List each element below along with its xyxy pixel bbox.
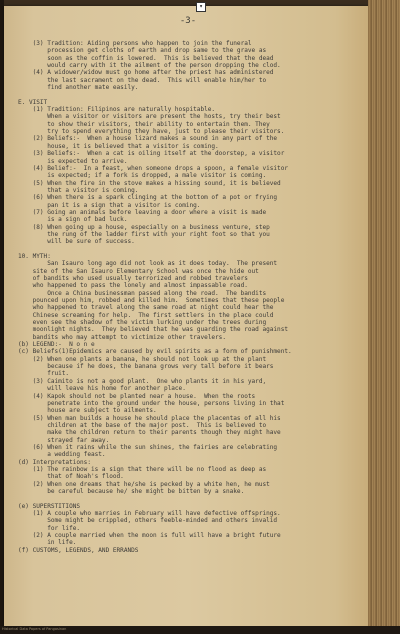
text-line bbox=[18, 91, 364, 98]
text-line: (4) A widower/widow must go home after the priest has administered bbox=[18, 69, 274, 77]
text-line: house are subject to ailments. bbox=[18, 407, 157, 415]
text-line: is expected to arrive. bbox=[18, 157, 128, 165]
text-line: fruit. bbox=[18, 370, 70, 378]
text-line: (3) Beliefs:- When a cat is oiling itself at the doorstep, a visitor bbox=[18, 150, 285, 158]
text-line: who happened to pass the lonely and almost impassable road. bbox=[18, 282, 248, 290]
text-line: San Isauro long ago did not look as it does today. The present bbox=[18, 260, 278, 268]
text-line: (2) Beliefs:- When a house lizard makes a sound in any part of the bbox=[18, 135, 278, 143]
text-line: site of the San Isauro Elementary School was once the hide out bbox=[18, 267, 259, 275]
text-line: that of Noah's flood. bbox=[18, 473, 124, 481]
text-line: make the children return to their parents though they might have bbox=[18, 429, 281, 437]
text-line: (2) When one dreams that he/she is pecked by a white hen, he must bbox=[18, 480, 270, 488]
text-line: even see the shadow of the victim lurking under the trees during bbox=[18, 319, 267, 327]
text-line: find another mate easily. bbox=[18, 84, 139, 92]
text-line: (1) A couple who marries in February will have defective offsprings. bbox=[18, 510, 281, 517]
text-line bbox=[18, 246, 364, 253]
text-line: will be sure of success. bbox=[18, 238, 135, 246]
text-line: is a sign of bad luck. bbox=[18, 216, 128, 224]
text-line: the rung of the ladder first with your right foot so that you bbox=[18, 230, 270, 238]
text-line: (f) CUSTOMS, LEGENDS, AND ERRANDS bbox=[18, 546, 139, 554]
text-line: the last sacrament on the dead. This will enable him/her to bbox=[18, 76, 267, 84]
text-line: that a visitor is coming. bbox=[18, 186, 139, 194]
footer-note: Historical Data Papers of Pangasinan bbox=[2, 627, 67, 631]
text-line: soon as the coffin is lowered. This is believed that the dead bbox=[18, 54, 274, 62]
text-line: (2) When one plants a banana, he should not look up at the plant bbox=[18, 355, 267, 363]
text-line: (6) When it rains while the sun shines, the fairies are celebrating bbox=[18, 443, 278, 451]
page-marker-icon[interactable]: ▾ bbox=[196, 2, 206, 12]
text-line: (c) Beliefs(1)Epidemics are caused by evil spirits as a form of punishment. bbox=[18, 348, 292, 356]
text-line: (3) Tradition: Aiding persons who happen to join the funeral bbox=[18, 40, 252, 47]
text-line: to show their visitors, their ability to entertain them. They bbox=[18, 120, 270, 128]
text-line: (7) Going an animals before leaving a door where a visit is made bbox=[18, 208, 267, 216]
text-line: (5) When the fire in the stove makes a hissing sound, it is believed bbox=[18, 179, 281, 187]
text-line: (4) Belief:- In a feast, when someone drops a spoon, a female visitor bbox=[18, 164, 289, 172]
text-line: for life. bbox=[18, 524, 81, 532]
text-line: of bandits who used usually terrorized and robbed travelers bbox=[18, 275, 248, 282]
document-body-text bbox=[18, 40, 364, 554]
text-line: children at the base of the major post. This is believed to bbox=[18, 421, 267, 429]
text-line: Chinese screaming for help. The first settlers in the place could bbox=[18, 311, 274, 319]
text-line: 10. MYTH: bbox=[18, 252, 51, 260]
text-line: try to spend everything they have, just to please their visitors. bbox=[18, 128, 285, 136]
text-line: (4) Kapok should not be planted near a house. When the roots bbox=[18, 392, 256, 400]
text-line: When a visitor or visitors are present the hosts, try their best bbox=[18, 113, 281, 121]
text-line: (8) When going up a house, especially on a business venture, step bbox=[18, 223, 270, 231]
text-line: (1) Tradition: Filipinos are naturally hospitable. bbox=[18, 106, 216, 114]
page-number: -3- bbox=[179, 16, 197, 26]
text-line: would carry with it the ailment of the person dropping the clod. bbox=[18, 62, 281, 70]
text-line: moonlight nights. They believed that he was guarding the road against bbox=[18, 326, 289, 334]
text-line: bandits who may attempt to victimize other travelers. bbox=[18, 333, 226, 341]
text-line: (2) A couple married when the moon is full will have a bright future bbox=[18, 532, 281, 540]
text-line: in life. bbox=[18, 539, 77, 547]
text-line: Once a China businessman passed along the road. The bandits bbox=[18, 289, 267, 297]
text-line: (6) When there is a spark clinging at the bottom of a pot or frying bbox=[18, 194, 278, 202]
text-line: penetrate into the ground under the house, persons living in that bbox=[18, 399, 285, 407]
text-line: (d) Interpretations: bbox=[18, 458, 91, 466]
text-line: Some might be crippled, others feeble-minded and others invalid bbox=[18, 517, 278, 525]
text-line: procession get cloths of earth and drop same to the grave as bbox=[18, 47, 267, 55]
text-line: be careful because he/ she might be bitten by a snake. bbox=[18, 487, 245, 495]
text-line: a wedding feast. bbox=[18, 451, 106, 459]
text-line: (e) SUPERSTITIONS bbox=[18, 502, 81, 510]
document-page bbox=[4, 6, 372, 628]
text-line bbox=[18, 495, 364, 502]
text-line: (b) LEGEND:- N o n e bbox=[18, 341, 95, 349]
text-line: is expected; if a fork is dropped, a male visitor is coming. bbox=[18, 172, 267, 180]
text-line: will leave his home for another place. bbox=[18, 385, 186, 393]
text-line: (3) Caimito is not a good plant. One who plants it in his yard, bbox=[18, 377, 267, 385]
text-line: house, it is believed that a visitor is coming. bbox=[18, 142, 219, 150]
text-line: E. VISIT bbox=[18, 98, 48, 106]
page-edges bbox=[368, 0, 400, 634]
text-line: because if he does, the banana grows very tall before it bears bbox=[18, 363, 274, 371]
text-line: pounced upon him, robbed and killed him. Sometimes that these people bbox=[18, 297, 285, 305]
text-line: who happened to travel along the same road at night could hear the bbox=[18, 304, 274, 312]
text-line: pan it is a sign that a visitor is coming. bbox=[18, 201, 201, 209]
text-line: (5) When man builds a house he should place the placentas of all his bbox=[18, 414, 281, 422]
text-line: strayed far away. bbox=[18, 436, 110, 444]
text-line: (1) The rainbow is a sign that there will be no flood as deep as bbox=[18, 465, 267, 473]
